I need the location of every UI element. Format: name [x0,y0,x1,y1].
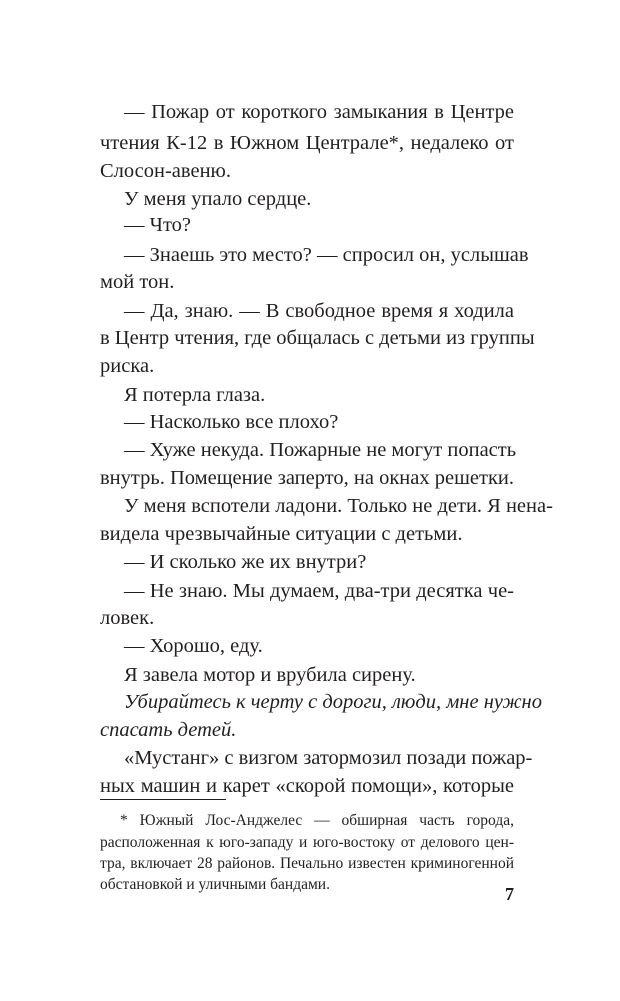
text-line: — Хорошо, еду. [124,635,263,657]
text-line: ловек. [100,607,155,629]
text-line: риска. [100,355,155,377]
text-line: — Насколько все плохо? [124,411,339,433]
footnote-divider [100,799,226,800]
text-line: чтения К-12 в Южном Централе*, недалеко от [100,132,514,154]
text-line: мой тон. [100,271,175,293]
text-line: — Знаешь это место? — спросил он, услышав [124,244,529,266]
footnote-line: тра, включает 28 районов. Печально известен криминогенной [100,855,514,872]
text-line: — Что? [124,214,191,236]
footnote-line: расположенная к юго-западу и юго-востоку от делового цен- [100,834,514,851]
text-line-italic: Убирайтесь к черту с дороги, люди, мне нужно [124,691,542,713]
text-line: — Не знаю. Мы думаем, два-три десятка че- [124,580,514,602]
page-number: 7 [505,884,514,904]
footnote-line: обстановкой и уличными бандами. [100,876,330,893]
text-line: Слосон-авеню. [100,160,231,182]
footnote-line: * Южный Лос-Анджелес — обширная часть города, [120,812,514,829]
text-line: Я завела мотор и врубила сирену. [124,664,416,686]
text-line-italic: спасать детей. [100,719,237,741]
text-line: — Да, знаю. — В свободное время я ходила [124,300,514,322]
text-line: ных машин и карет «скорой помощи», которые [100,775,514,797]
text-line: У меня вспотели ладони. Только не дети. Я нена- [124,495,553,517]
text-line: видела чрезвычайные ситуации с детьми. [100,523,463,545]
text-line: «Мустанг» с визгом затормозил позади пожар- [124,747,533,769]
text-line: в Центр чтения, где общалась с детьми из группы [100,327,535,349]
text-line: — И сколько же их внутри? [124,551,367,573]
text-line: Я потерла глаза. [124,384,266,406]
text-line: — Хуже некуда. Пожарные не могут попасть [124,439,517,461]
text-line: внутрь. Помещение заперто, на окнах решетки. [100,467,515,489]
text-line: — Пожар от короткого замыкания в Центре [124,101,514,123]
text-line: У меня упало сердце. [124,188,312,210]
